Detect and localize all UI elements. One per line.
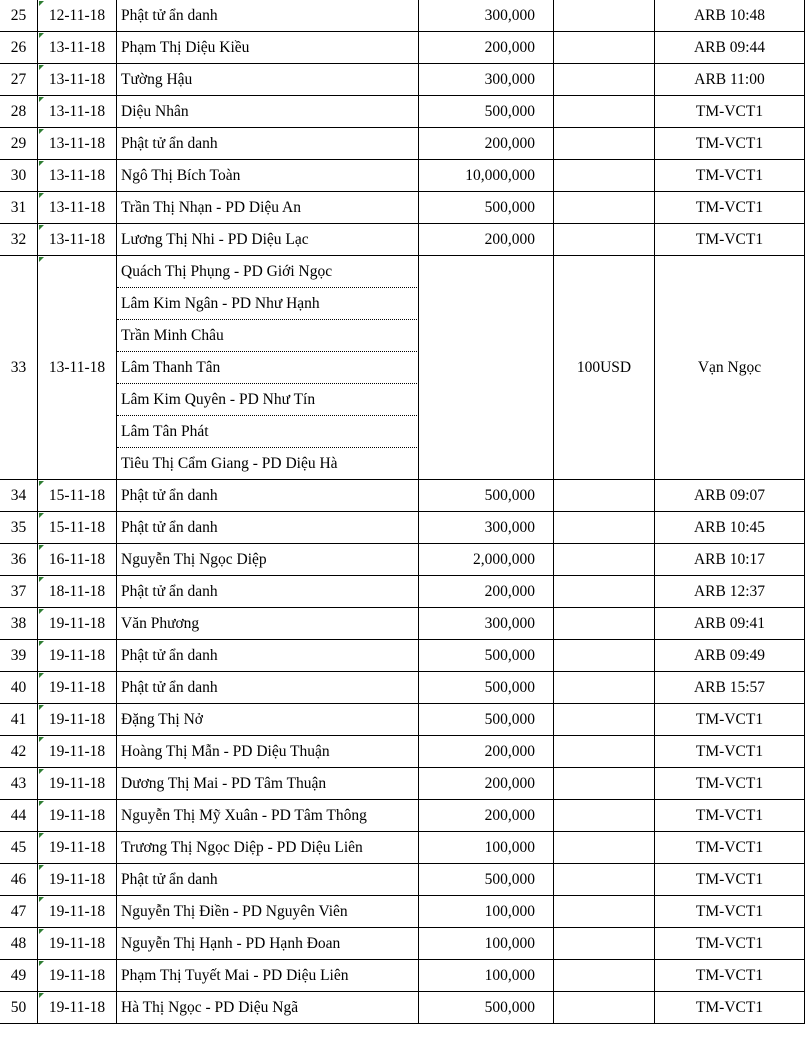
row-currency (554, 128, 655, 159)
row-name: Phật tử ẩn danh (117, 0, 419, 31)
row-date: 13-11-18 (38, 160, 117, 191)
row-currency (554, 704, 655, 735)
row-note: TM-VCT1 (655, 864, 805, 895)
row-amount: 500,000 (419, 96, 554, 127)
row-note: ARB 09:44 (655, 32, 805, 63)
row-number: 29 (0, 128, 38, 159)
table-row (0, 96, 805, 128)
table-row (0, 992, 805, 1024)
table-row (0, 160, 805, 192)
row-date: 19-11-18 (38, 960, 117, 991)
table-row (0, 640, 805, 672)
row-note: TM-VCT1 (655, 928, 805, 959)
row-currency (554, 896, 655, 927)
row-number: 34 (0, 480, 38, 511)
row-number: 45 (0, 832, 38, 863)
row-number: 46 (0, 864, 38, 895)
row-name: Nguyễn Thị Hạnh - PD Hạnh Đoan (117, 928, 419, 959)
row-date: 19-11-18 (38, 864, 117, 895)
row-name: Hoàng Thị Mẫn - PD Diệu Thuận (117, 736, 419, 767)
row-note: TM-VCT1 (655, 960, 805, 991)
row-number: 30 (0, 160, 38, 191)
group-name-line: Lâm Kim Ngân - PD Như Hạnh (117, 288, 419, 320)
row-number: 38 (0, 608, 38, 639)
table-row (0, 864, 805, 896)
row-name: Ngô Thị Bích Toàn (117, 160, 419, 191)
table-row (0, 928, 805, 960)
row-number: 47 (0, 896, 38, 927)
row-number: 33 (0, 256, 38, 479)
row-currency (554, 672, 655, 703)
row-number: 49 (0, 960, 38, 991)
row-currency (554, 544, 655, 575)
row-amount: 300,000 (419, 64, 554, 95)
row-note: TM-VCT1 (655, 832, 805, 863)
table-row (0, 64, 805, 96)
row-name: Trương Thị Ngọc Diệp - PD Diệu Liên (117, 832, 419, 863)
row-note: ARB 12:37 (655, 576, 805, 607)
row-date: 13-11-18 (38, 192, 117, 223)
table-row (0, 544, 805, 576)
row-number: 48 (0, 928, 38, 959)
row-name: Hà Thị Ngọc - PD Diệu Ngã (117, 992, 419, 1023)
row-date: 19-11-18 (38, 608, 117, 639)
row-number: 27 (0, 64, 38, 95)
table-row (0, 832, 805, 864)
row-date: 19-11-18 (38, 992, 117, 1023)
table-row (0, 896, 805, 928)
row-amount (419, 256, 554, 479)
row-currency (554, 576, 655, 607)
row-note: ARB 11:00 (655, 64, 805, 95)
row-currency (554, 0, 655, 31)
table-row (0, 608, 805, 640)
row-number: 32 (0, 224, 38, 255)
row-currency (554, 928, 655, 959)
row-currency (554, 608, 655, 639)
row-date: 15-11-18 (38, 480, 117, 511)
row-date: 19-11-18 (38, 704, 117, 735)
row-date: 13-11-18 (38, 128, 117, 159)
row-date: 19-11-18 (38, 736, 117, 767)
row-number: 43 (0, 768, 38, 799)
row-name: Phật tử ẩn danh (117, 864, 419, 895)
group-name-line: Tiêu Thị Cẩm Giang - PD Diệu Hà (121, 455, 338, 472)
row-amount: 100,000 (419, 896, 554, 927)
row-note: TM-VCT1 (655, 160, 805, 191)
row-note: ARB 10:48 (655, 0, 805, 31)
row-number: 39 (0, 640, 38, 671)
table-row (0, 224, 805, 256)
row-date: 19-11-18 (38, 928, 117, 959)
row-amount: 200,000 (419, 768, 554, 799)
row-amount: 200,000 (419, 128, 554, 159)
row-currency (554, 224, 655, 255)
table-row (0, 672, 805, 704)
table-row (0, 0, 805, 32)
group-name-line: Lâm Kim Quyên - PD Như Tín (117, 384, 419, 416)
table-row-group (0, 256, 805, 480)
row-number: 50 (0, 992, 38, 1023)
table-row (0, 32, 805, 64)
row-note: TM-VCT1 (655, 128, 805, 159)
row-name: Nguyễn Thị Ngọc Diệp (117, 544, 419, 575)
row-name: Nguyễn Thị Điền - PD Nguyên Viên (117, 896, 419, 927)
row-name: Dương Thị Mai - PD Tâm Thuận (117, 768, 419, 799)
table-row (0, 576, 805, 608)
table-body-lower (0, 480, 805, 1024)
row-date: 19-11-18 (38, 640, 117, 671)
row-currency (554, 480, 655, 511)
row-note: TM-VCT1 (655, 224, 805, 255)
table-row (0, 768, 805, 800)
row-date: 13-11-18 (38, 96, 117, 127)
row-name: Lương Thị Nhi - PD Diệu Lạc (117, 224, 419, 255)
row-currency (554, 960, 655, 991)
row-note: TM-VCT1 (655, 992, 805, 1023)
row-currency (554, 32, 655, 63)
row-currency: 100USD (554, 256, 655, 479)
row-currency (554, 768, 655, 799)
table-row (0, 960, 805, 992)
row-amount: 500,000 (419, 704, 554, 735)
row-date: 12-11-18 (38, 0, 117, 31)
row-currency (554, 160, 655, 191)
row-name: Tường Hậu (117, 64, 419, 95)
row-note: TM-VCT1 (655, 800, 805, 831)
row-date: 16-11-18 (38, 544, 117, 575)
table-row (0, 704, 805, 736)
row-date: 13-11-18 (38, 256, 117, 479)
table-row (0, 736, 805, 768)
row-number: 25 (0, 0, 38, 31)
table-row (0, 128, 805, 160)
row-note: ARB 09:49 (655, 640, 805, 671)
row-currency (554, 96, 655, 127)
row-note: TM-VCT1 (655, 96, 805, 127)
row-date: 13-11-18 (38, 32, 117, 63)
row-name: Đặng Thị Nở (117, 704, 419, 735)
row-currency (554, 640, 655, 671)
row-date: 19-11-18 (38, 672, 117, 703)
row-note: Vạn Ngọc (655, 256, 805, 479)
row-name: Phạm Thị Tuyết Mai - PD Diệu Liên (117, 960, 419, 991)
row-name: Phật tử ẩn danh (117, 640, 419, 671)
row-number: 41 (0, 704, 38, 735)
row-currency (554, 992, 655, 1023)
group-name-line: Trần Minh Châu (117, 320, 419, 352)
row-currency (554, 736, 655, 767)
row-currency (554, 864, 655, 895)
table-body-upper (0, 0, 805, 256)
row-name: Phật tử ẩn danh (117, 576, 419, 607)
row-amount: 300,000 (419, 512, 554, 543)
row-number: 35 (0, 512, 38, 543)
row-currency (554, 192, 655, 223)
row-amount: 200,000 (419, 224, 554, 255)
row-amount: 200,000 (419, 576, 554, 607)
row-number: 37 (0, 576, 38, 607)
row-amount: 200,000 (419, 800, 554, 831)
row-name: Phật tử ẩn danh (117, 128, 419, 159)
row-amount: 500,000 (419, 640, 554, 671)
row-date: 19-11-18 (38, 800, 117, 831)
row-date: 18-11-18 (38, 576, 117, 607)
row-number: 40 (0, 672, 38, 703)
row-date: 13-11-18 (38, 64, 117, 95)
row-number: 36 (0, 544, 38, 575)
table-row (0, 800, 805, 832)
row-note: TM-VCT1 (655, 768, 805, 799)
row-name: Diệu Nhân (117, 96, 419, 127)
row-note: ARB 10:17 (655, 544, 805, 575)
row-amount: 500,000 (419, 992, 554, 1023)
row-date: 13-11-18 (38, 224, 117, 255)
row-name: Văn Phương (117, 608, 419, 639)
group-name-line: Lâm Thanh Tân (117, 352, 419, 384)
row-note: ARB 09:41 (655, 608, 805, 639)
row-note: TM-VCT1 (655, 896, 805, 927)
group-name-line: Quách Thị Phụng - PD Giới Ngọc (117, 256, 419, 288)
row-amount: 100,000 (419, 832, 554, 863)
row-note: ARB 10:45 (655, 512, 805, 543)
row-amount: 500,000 (419, 864, 554, 895)
row-number: 28 (0, 96, 38, 127)
row-note: TM-VCT1 (655, 192, 805, 223)
row-note: TM-VCT1 (655, 704, 805, 735)
row-amount: 300,000 (419, 608, 554, 639)
row-date: 19-11-18 (38, 896, 117, 927)
row-name: Trần Thị Nhạn - PD Diệu An (117, 192, 419, 223)
row-amount: 2,000,000 (419, 544, 554, 575)
group-name-line: Lâm Tân Phát (117, 416, 419, 448)
row-amount: 300,000 (419, 0, 554, 31)
table-row (0, 512, 805, 544)
row-amount: 200,000 (419, 32, 554, 63)
row-amount: 10,000,000 (419, 160, 554, 191)
row-name: Phạm Thị Diệu Kiều (117, 32, 419, 63)
table-row (0, 480, 805, 512)
row-amount: 100,000 (419, 928, 554, 959)
row-amount: 200,000 (419, 736, 554, 767)
row-date: 19-11-18 (38, 832, 117, 863)
row-name: Nguyễn Thị Mỹ Xuân - PD Tâm Thông (117, 800, 419, 831)
row-name: Phật tử ẩn danh (117, 480, 419, 511)
row-amount: 500,000 (419, 192, 554, 223)
row-number: 26 (0, 32, 38, 63)
row-number: 44 (0, 800, 38, 831)
row-note: TM-VCT1 (655, 736, 805, 767)
row-amount: 100,000 (419, 960, 554, 991)
row-name: Phật tử ẩn danh (117, 672, 419, 703)
row-note: ARB 09:07 (655, 480, 805, 511)
row-amount: 500,000 (419, 672, 554, 703)
row-amount: 500,000 (419, 480, 554, 511)
row-note: ARB 15:57 (655, 672, 805, 703)
row-currency (554, 64, 655, 95)
row-number: 31 (0, 192, 38, 223)
row-currency (554, 832, 655, 863)
row-currency (554, 800, 655, 831)
row-date: 15-11-18 (38, 512, 117, 543)
row-number: 42 (0, 736, 38, 767)
row-currency (554, 512, 655, 543)
row-date: 19-11-18 (38, 768, 117, 799)
table-row (0, 192, 805, 224)
row-name: Phật tử ẩn danh (117, 512, 419, 543)
